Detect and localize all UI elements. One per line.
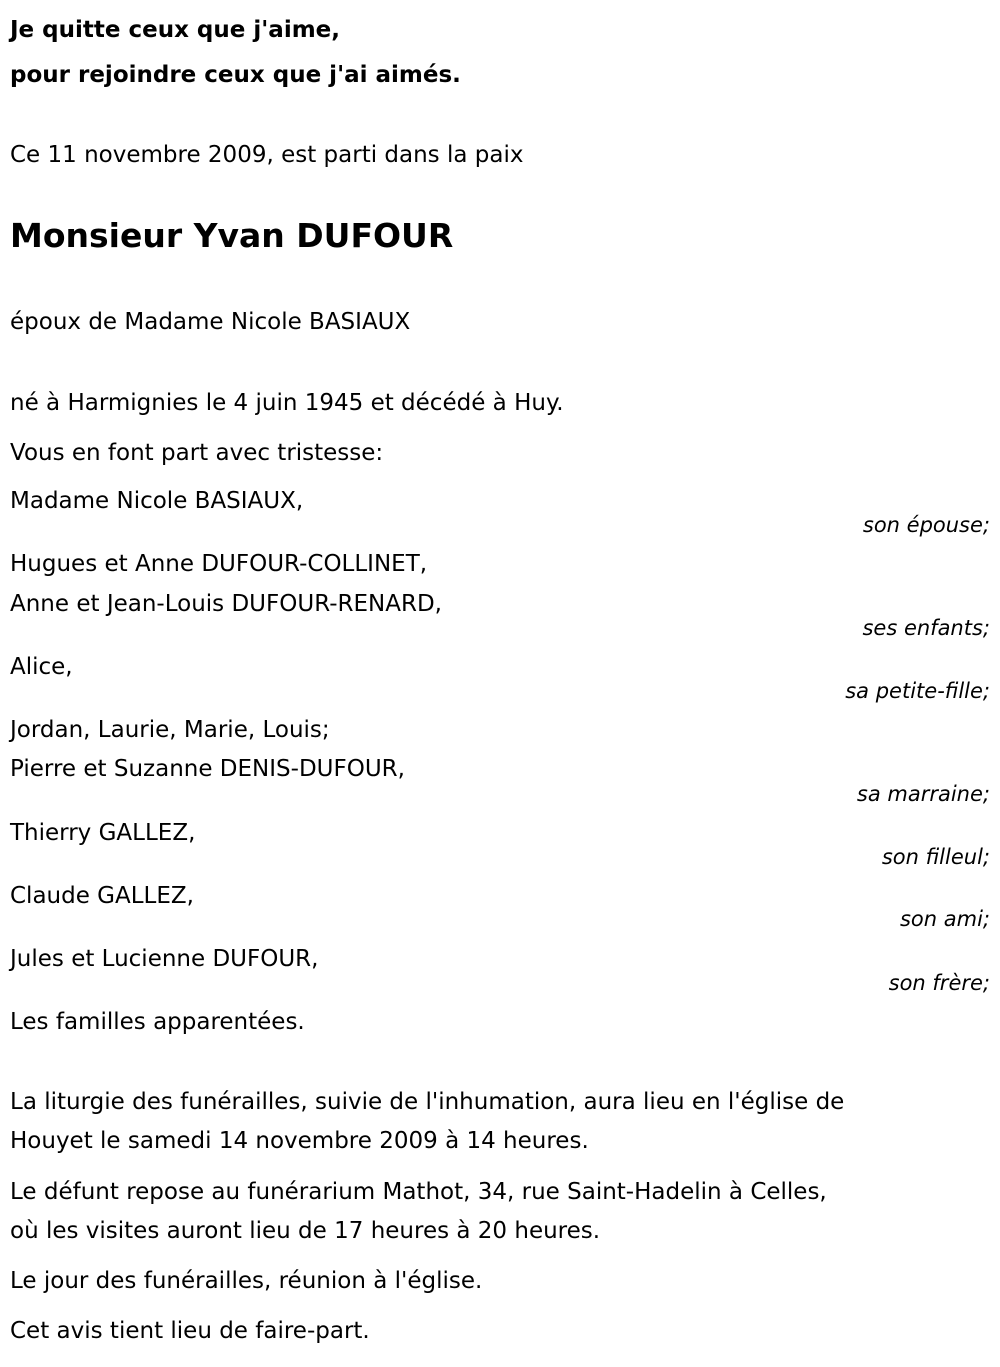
notice-line: Cet avis tient lieu de faire-part. — [10, 1318, 370, 1344]
family-relation: sa marraine; — [856, 782, 990, 806]
deceased-name: Monsieur Yvan DUFOUR — [10, 216, 454, 255]
funeral-info: La liturgie des funérailles, suivie de l'inhumation, aura lieu en l'église de — [10, 1089, 845, 1115]
family-relation: ses enfants; — [862, 616, 990, 640]
family-relation: son filleul; — [881, 845, 990, 869]
family-name: Anne et Jean-Louis DUFOUR-RENARD, — [10, 591, 442, 617]
families-line: Les familles apparentées. — [10, 1009, 305, 1035]
family-name: Pierre et Suzanne DENIS-DUFOUR, — [10, 756, 405, 782]
epigraph-line: pour rejoindre ceux que j'ai aimés. — [10, 62, 461, 88]
visitation-info: Le défunt repose au funérarium Mathot, 34, rue Saint-Hadelin à Celles, — [10, 1179, 827, 1205]
family-name: Jules et Lucienne DUFOUR, — [10, 946, 319, 972]
family-name: Alice, — [10, 654, 73, 680]
spouse-line: époux de Madame Nicole BASIAUX — [10, 309, 411, 335]
family-name: Jordan, Laurie, Marie, Louis; — [10, 717, 330, 743]
family-relation: son ami; — [899, 907, 990, 931]
meeting-info: Le jour des funérailles, réunion à l'église. — [10, 1268, 483, 1294]
family-name: Madame Nicole BASIAUX, — [10, 488, 304, 514]
family-name: Hugues et Anne DUFOUR-COLLINET, — [10, 551, 428, 577]
announce-line: Vous en font part avec tristesse: — [10, 440, 384, 466]
visitation-info: où les visites auront lieu de 17 heures à 20 heures. — [10, 1218, 601, 1244]
family-relation: son frère; — [888, 971, 990, 995]
funeral-info: Houyet le samedi 14 novembre 2009 à 14 heures. — [10, 1128, 589, 1154]
family-name: Thierry GALLEZ, — [10, 820, 196, 846]
family-name: Claude GALLEZ, — [10, 883, 194, 909]
birth-line: né à Harmignies le 4 juin 1945 et décédé à Huy. — [10, 390, 564, 416]
family-relation: son épouse; — [862, 513, 990, 537]
family-relation: sa petite-fille; — [845, 679, 990, 703]
intro-text: Ce 11 novembre 2009, est parti dans la paix — [10, 142, 524, 168]
epigraph-line: Je quitte ceux que j'aime, — [10, 17, 341, 43]
